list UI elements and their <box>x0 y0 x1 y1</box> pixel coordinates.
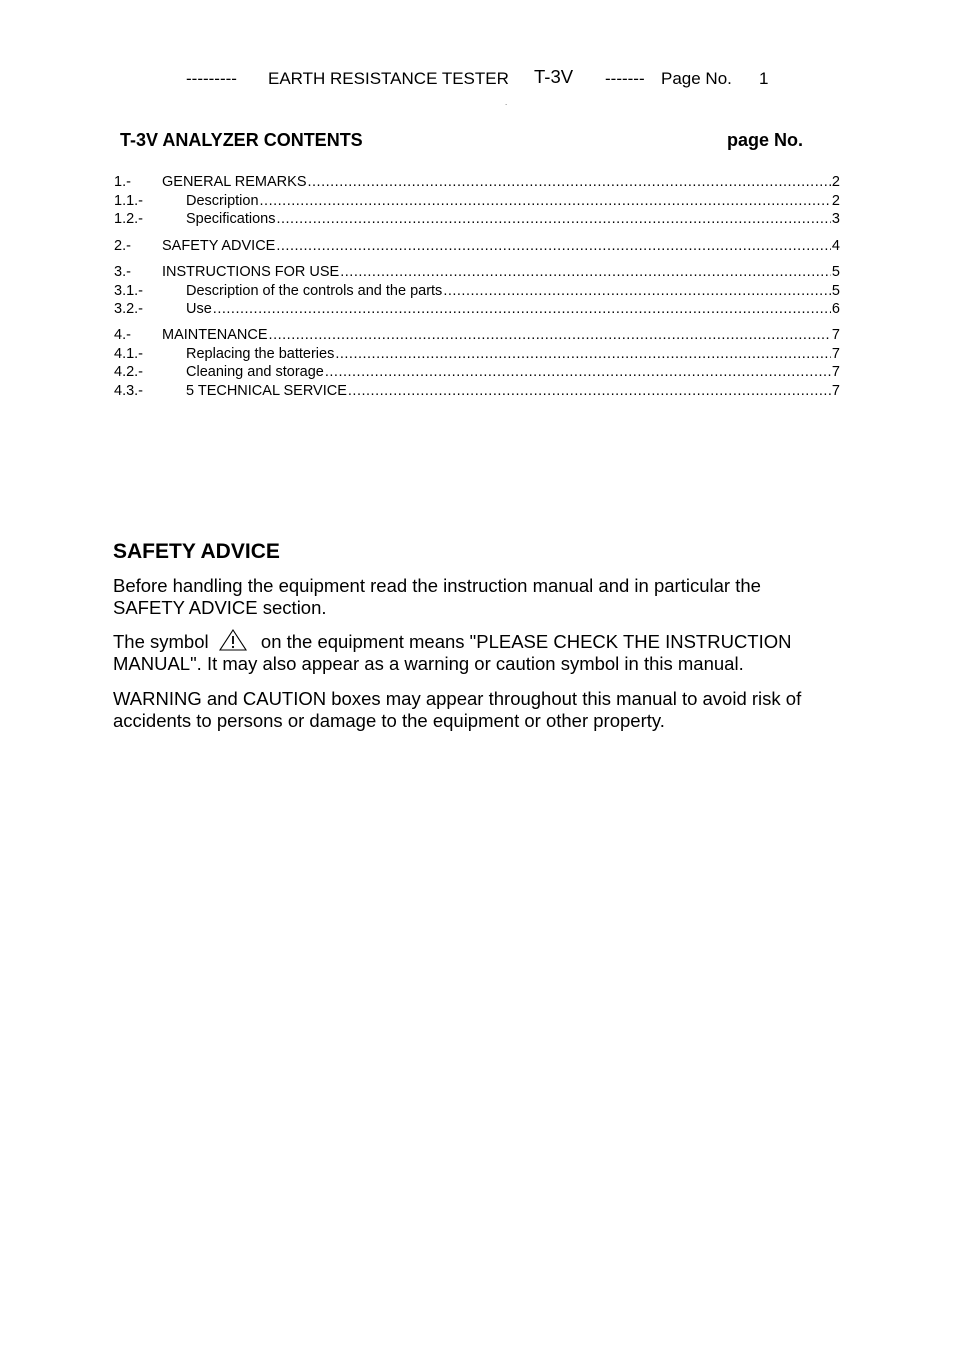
toc-entry-replacing-batteries[interactable] <box>114 346 840 364</box>
page-header <box>0 66 954 92</box>
toc-leader-dots <box>276 238 831 254</box>
paragraph-text: on the equipment means "PLEASE CHECK THE INSTRUCTION <box>260 631 792 652</box>
toc-entry-page: 5 <box>831 283 840 299</box>
toc-entry-label: MAINTENANCE <box>162 327 268 343</box>
safety-paragraph-1 <box>113 575 848 619</box>
toc-entry-specifications[interactable] <box>114 211 840 229</box>
paragraph-line <box>113 628 848 653</box>
toc-entry-instructions-for-use[interactable] <box>114 264 840 282</box>
safety-paragraph-2 <box>113 628 848 675</box>
toc-entry-number: 1.2.- <box>114 211 144 227</box>
toc-entry-cleaning-storage[interactable] <box>114 364 840 382</box>
toc-entry-number: 1.1.- <box>114 193 144 209</box>
paragraph-text: The symbol <box>113 631 209 652</box>
toc-entry-label: INSTRUCTIONS FOR USE <box>162 264 340 280</box>
toc-leader-dots <box>308 174 831 190</box>
toc-entry-page: 7 <box>831 327 840 343</box>
toc-leader-dots <box>213 301 831 317</box>
toc-entry-label: GENERAL REMARKS <box>162 174 307 190</box>
toc-entry-label: Use <box>186 301 212 317</box>
toc-leader-dots <box>325 364 831 380</box>
header-dashes-right: ------- <box>605 69 645 88</box>
header-page-label: Page No. <box>661 69 732 88</box>
safety-advice-heading: SAFETY ADVICE <box>113 540 280 563</box>
toc-entry-number: 4.2.- <box>114 364 144 380</box>
toc-entry-label: Description of the controls and the parts <box>186 283 443 299</box>
toc-entry-page: 7 <box>831 383 840 399</box>
toc-entry-page: 3 <box>831 211 840 227</box>
toc-entry-label: Specifications <box>186 211 276 227</box>
toc-entry-number: 3.1.- <box>114 283 144 299</box>
toc-entry-maintenance[interactable] <box>114 327 840 345</box>
toc-entry-general-remarks[interactable] <box>114 174 840 192</box>
header-page-number: 1 <box>759 69 769 88</box>
toc-entry-number: 4.3.- <box>114 383 144 399</box>
header-dashes-left: --------- <box>186 69 237 88</box>
toc-entry-number: 2.- <box>114 238 131 254</box>
toc-leader-dots <box>276 211 830 227</box>
toc-entry-label: 5 TECHNICAL SERVICE <box>186 383 347 399</box>
toc-entry-number: 4.- <box>114 327 131 343</box>
toc-entry-page: 7 <box>831 346 840 362</box>
safety-paragraph-3 <box>113 688 848 732</box>
toc-entry-label: Description <box>186 193 259 209</box>
toc-entry-number: 1.- <box>114 174 131 190</box>
toc-leader-dots <box>260 193 831 209</box>
toc-entry-safety-advice[interactable] <box>114 238 840 256</box>
toc-entry-page: 4 <box>831 238 840 254</box>
toc-entry-number: 4.1.- <box>114 346 144 362</box>
header-title: EARTH RESISTANCE TESTER <box>268 69 509 88</box>
toc-entry-label: SAFETY ADVICE <box>162 238 276 254</box>
toc-entry-label: Replacing the batteries <box>186 346 335 362</box>
paragraph-line: WARNING and CAUTION boxes may appear throughout this manual to avoid risk of <box>113 688 802 709</box>
paragraph-line: MANUAL". It may also appear as a warning or caution symbol in this manual. <box>113 653 744 674</box>
toc-leader-dots <box>340 264 831 280</box>
toc-entry-page: 6 <box>831 301 840 317</box>
toc-entry-number: 3.- <box>114 264 131 280</box>
toc-entry-page: 2 <box>831 193 840 209</box>
toc-entry-page: 7 <box>831 364 840 380</box>
toc-leader-dots <box>348 383 831 399</box>
toc-entry-page: 2 <box>831 174 840 190</box>
toc-title: T-3V ANALYZER CONTENTS <box>120 130 363 150</box>
warning-triangle-icon <box>218 628 248 652</box>
toc-entry-technical-service[interactable] <box>114 383 840 401</box>
toc-leader-dots <box>443 283 831 299</box>
toc-entry-label: Cleaning and storage <box>186 364 324 380</box>
toc-leader-dots <box>269 327 831 343</box>
paragraph-line: Before handling the equipment read the instruction manual and in particular the <box>113 575 761 596</box>
paragraph-line: SAFETY ADVICE section. <box>113 597 327 618</box>
toc-page-header: page No. <box>727 130 804 150</box>
toc-entry-description[interactable] <box>114 193 840 211</box>
header-model: T-3V <box>534 66 574 87</box>
toc-entry-controls-and-parts[interactable] <box>114 283 840 301</box>
toc-entry-page: 5 <box>831 264 840 280</box>
toc-entry-use[interactable] <box>114 301 840 319</box>
header-dot: . <box>505 98 508 107</box>
toc-entry-number: 3.2.- <box>114 301 144 317</box>
toc-leader-dots <box>335 346 831 362</box>
paragraph-line: accidents to persons or damage to the equipment or other property. <box>113 710 665 731</box>
